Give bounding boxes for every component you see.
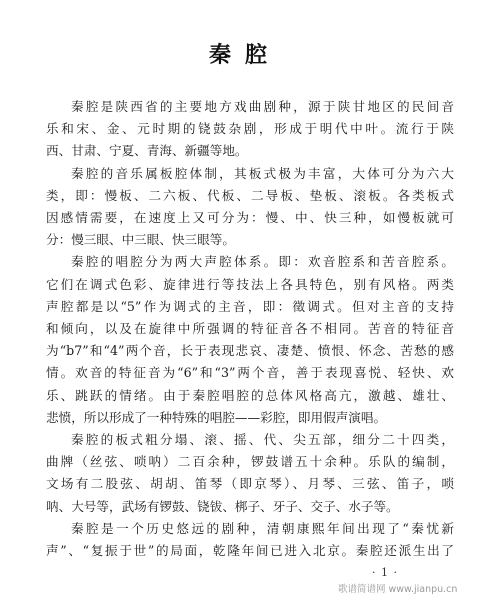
text-line: 和倾向，以及在旋律中所强调的特征音各不相同。苦音的特征音	[46, 321, 454, 337]
text-line: 它们在调式色彩、旋律进行等技法上各具特色，别有风格。两类	[46, 276, 454, 292]
page-number: · 1 ·	[372, 566, 398, 579]
text-line: 声”、“复振于世”的局面，乾隆年间已进入北京。秦腔还派生出了	[46, 543, 454, 559]
text-line: 分：慢三眼、中三眼、快三眼等。	[46, 232, 235, 248]
site-watermark: 歌谱简谱网 www.jianpu.cn	[338, 584, 458, 595]
text-line: 秦腔的音乐属板腔体制，其板式极为丰富，大体可分为六大	[71, 165, 454, 181]
text-line: 因感情需要，在速度上又可分为：慢、中、快三种，如慢板就可	[46, 210, 454, 226]
text-line: 乐和宋、金、元时期的铙鼓杂剧，形成于明代中叶。流行于陕	[46, 121, 454, 137]
page-title: 秦腔	[208, 42, 281, 68]
text-line: 为“b7”和“4”两个音，长于表现悲哀、凄楚、愤恨、怀念、苦愁的感	[46, 343, 454, 359]
text-line: 类，即：慢板、二六板、代板、二导板、垫板、滚板。各类板式	[46, 187, 454, 203]
text-line: 秦腔的板式粗分塌、滚、摇、代、尖五部，细分二十四类，	[71, 432, 454, 448]
text-line: 乐、跳跃的情绪。由于秦腔唱腔的总体风格高亢，激越、雄壮、	[46, 387, 454, 403]
text-line: 呐、大号等，武场有锣鼓、铙钹、梆子、牙子、交子、水子等。	[46, 498, 399, 514]
body-text	[46, 96, 454, 562]
text-line: 秦腔的唱腔分为两大声腔体系。即：欢音腔系和苦音腔系。	[71, 254, 454, 270]
text-line: 秦腔是一个历史悠远的剧种，清朝康熙年间出现了“秦忧新	[71, 520, 454, 536]
text-line: 秦腔是陕西省的主要地方戏曲剧种，源于陕甘地区的民间音	[71, 99, 454, 114]
text-line: 悲愤，所以形成了一种特殊的唱腔——彩腔，即用假声演唱。	[46, 409, 387, 425]
text-line: 情。欢音的特征音为“6”和“3”两个音，善于表现喜悦、轻快、欢	[46, 365, 454, 381]
text-line: 曲牌（丝弦、唢呐）二百余种，锣鼓谱五十余种。乐队的编制，	[46, 454, 454, 470]
text-line: 声腔都是以“5”作为调式的主音，即：徵调式。但对主音的支持	[46, 298, 454, 314]
text-line: 西、甘肃、宁夏、青海、新疆等地。	[46, 143, 248, 159]
text-line: 文场有二股弦、胡胡、笛琴（即京琴）、月琴、三弦、笛子，唢	[46, 476, 454, 492]
